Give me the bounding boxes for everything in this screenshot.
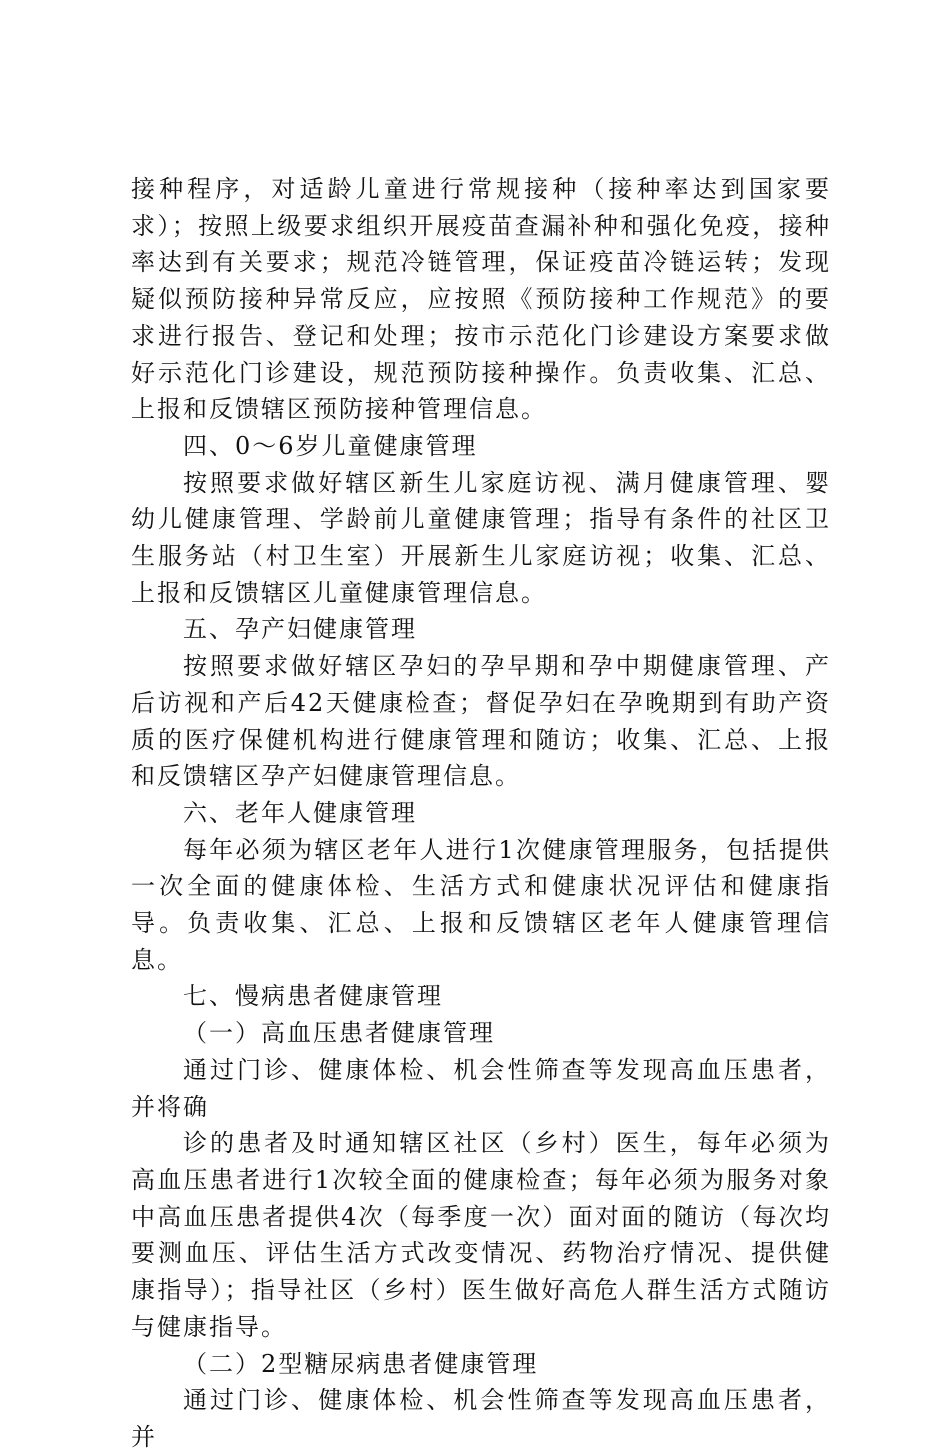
paragraph-elderly-health: 每年必须为辖区老年人进行1次健康管理服务，包括提供一次全面的健康体检、生活方式和健康状况评估和健康指导。负责收集、汇总、上报和反馈辖区老年人健康管理信息。: [131, 835, 831, 974]
document-body: [131, 171, 831, 1456]
paragraph-maternal-health: 按照要求做好辖区孕妇的孕早期和孕中期健康管理、产后访视和产后42天健康检查；督促孕妇在孕晚期到有助产资质的医疗保健机构进行健康管理和随访；收集、汇总、上报和反馈辖区孕产妇健康管理信息。: [131, 652, 831, 791]
section-heading-child-health: 四、0～6岁儿童健康管理: [183, 431, 478, 460]
subsection-heading-hypertension: （一）高血压患者健康管理: [183, 1019, 495, 1048]
subsection-heading-diabetes: （二）2型糖尿病患者健康管理: [183, 1349, 539, 1378]
paragraph-vaccination-continued: 接种程序，对适龄儿童进行常规接种（接种率达到国家要求）；按照上级要求组织开展疫苗查漏补种和强化免疫，接种率达到有关要求；规范冷链管理，保证疫苗冷链运转；发现疑似预防接种异常反应，应按照《预防接种工作规范》的要求进行报告、登记和处理；按市示范化门诊建设方案要求做好示范化门诊建设，规范预防接种操作。负责收集、汇总、上报和反馈辖区预防接种管理信息。: [131, 175, 831, 424]
section-heading-elderly-health: 六、老年人健康管理: [183, 798, 417, 827]
paragraph-child-health: 按照要求做好辖区新生儿家庭访视、满月健康管理、婴幼儿健康管理、学龄前儿童健康管理；指导有条件的社区卫生服务站（村卫生室）开展新生儿家庭访视；收集、汇总、上报和反馈辖区儿童健康管理信息。: [131, 468, 831, 607]
paragraph-hypertension-intro: 通过门诊、健康体检、机会性筛查等发现高血压患者，并将确: [131, 1055, 831, 1121]
section-heading-maternal-health: 五、孕产妇健康管理: [183, 615, 417, 644]
paragraph-diabetes-intro: 通过门诊、健康体检、机会性筛查等发现高血压患者，并: [131, 1386, 831, 1451]
paragraph-hypertension-detail: 诊的患者及时通知辖区社区（乡村）医生，每年必须为高血压患者进行1次较全面的健康检查；每年必须为服务对象中高血压患者提供4次（每季度一次）面对面的随访（每次均要测血压、评估生活方式改变情况、药物治疗情况、提供健康指导）；指导社区（乡村）医生做好高危人群生活方式随访与健康指导。: [131, 1129, 831, 1341]
section-heading-chronic-disease: 七、慢病患者健康管理: [183, 982, 443, 1011]
